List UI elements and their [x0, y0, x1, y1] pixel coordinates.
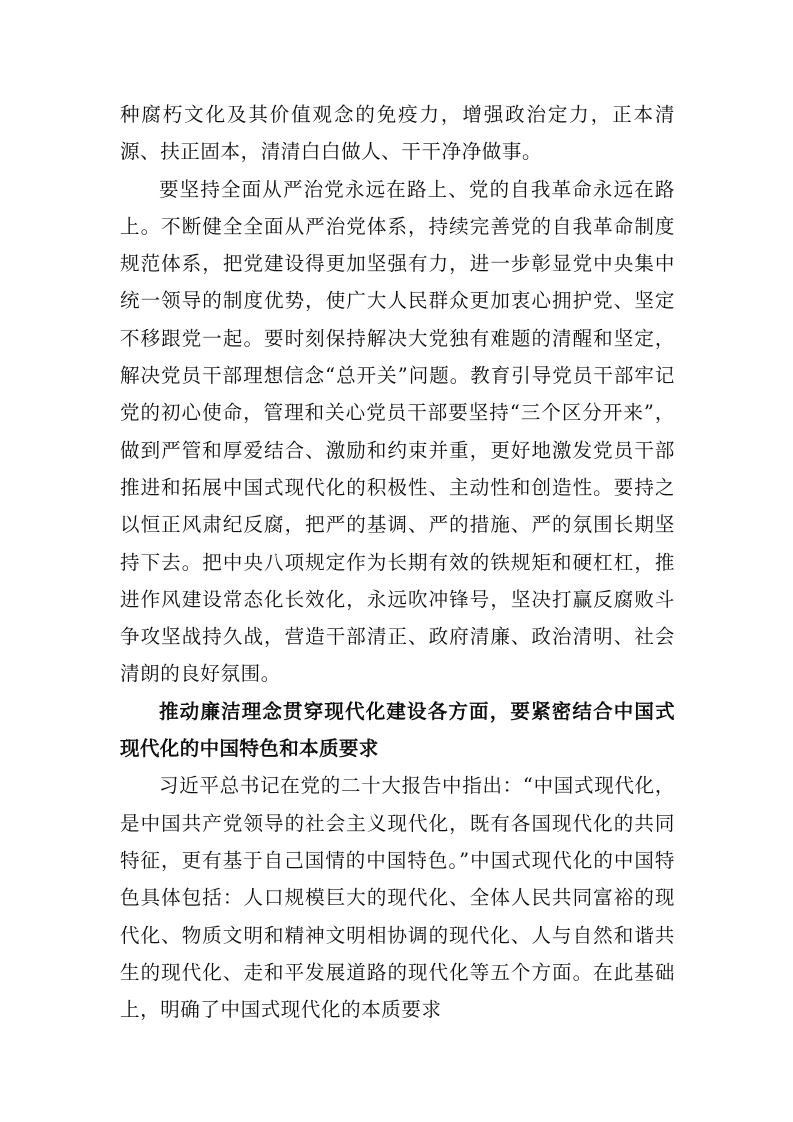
paragraph-continuation: 种腐朽文化及其价值观念的免疫力，增强政治定力，正本清源、扶正固本，清清白白做人、干干净净做事。 — [120, 103, 675, 164]
paragraph-strict-party-governance: 要坚持全面从严治党永远在路上、党的自我革命永远在路上。不断健全全面从严治党体系，持续完善党的自我革命制度规范体系，把党建设得更加坚强有力，进一步彰显党中央集中统一领导的制度优势，使广大人民群众更加衷心拥护党、坚定不移跟党一起。要时刻保持解决大党独有难题的清醒和坚定，解决党员干部理想信念“总开关”问题。教育引导党员干部牢记党的初心使命，管理和关心党员干部要坚持“三个区分开来”，做到严管和厚爱结合、激励和约束并重，更好地激发党员干部推进和拓展中国式现代化的积极性、主动性和创造性。要持之以恒正风肃纪反腐，把严的基调、严的措施、严的氛围长期坚持下去。把中央八项规定作为长期有效的铁规矩和硬杠杠，推进作风建设常态化长效化，永远吹冲锋号，坚决打赢反腐败斗争攻坚战持久战，营造干部清正、政府清廉、政治清明、社会清朗的良好氛围。 — [120, 177, 675, 686]
section-heading: 推动廉洁理念贯穿现代化建设各方面，要紧密结合中国式现代化的中国特色和本质要求 — [120, 699, 675, 761]
paragraph-chinese-modernization: 习近平总书记在党的二十大报告中指出：“中国式现代化，是中国共产党领导的社会主义现代化，既有各国现代化的共同特征，更有基于自己国情的中国特色。”中国式现代化的中国特色具体包括：人口规模巨大的现代化、全体人民共同富裕的现代化、物质文明和精神文明相协调的现代化、人与自然和谐共生的现代化、走和平发展道路的现代化等五个方面。在此基础上，明确了中国式现代化的本质要求 — [120, 774, 675, 1022]
document-page — [120, 96, 675, 1028]
